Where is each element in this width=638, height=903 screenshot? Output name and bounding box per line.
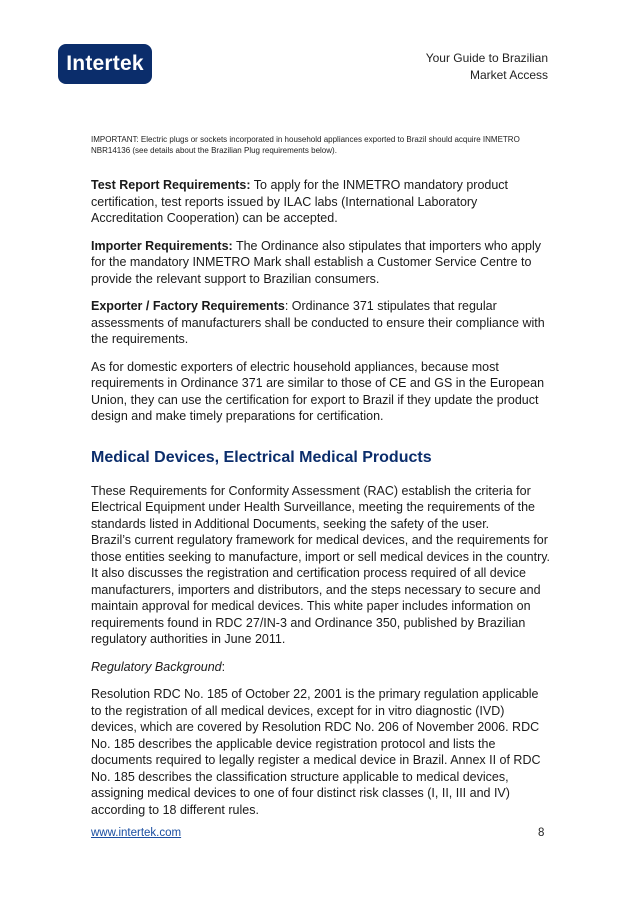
test-report-paragraph: [91, 177, 551, 227]
framework-paragraph: Brazil’s current regulatory framework for medical devices, and the requirements for those entities seeking to manufacture, import or sell medical devices in the country. It also discusses the registration and certification process required of all device manufacturers, importers and distributors, and the steps necessary to secure and maintain approval for medical devices. This white paper includes information on requirements found in RDC 27/IN-3 and Ordinance 350, published by Brazilian regulatory authorities in June 2011.: [91, 533, 551, 646]
regulatory-background-label: [91, 659, 551, 676]
page-number: 8: [538, 827, 545, 839]
logo-text: Intertek: [66, 52, 144, 75]
intertek-logo: [58, 44, 152, 84]
website-link[interactable]: www.intertek.com: [91, 827, 182, 839]
regulatory-background-colon: :: [221, 659, 226, 674]
domestic-exporters-paragraph: As for domestic exporters of electric household appliances, because most requirements in Ordinance 371 are similar to those of CE and GS in the European Union, they can use the certification for export to Brazil if they update the product design and make timely preparations for certification.: [91, 359, 545, 423]
guide-line-1: Your Guide to Brazilian: [425, 51, 548, 65]
header-guide-title: [426, 50, 548, 84]
important-note: IMPORTANT: Electric plugs or sockets incorporated in household appliances exported to Brazil should acquire INMETRO NBR14136 (see details about the Brazilian Plug requirements below).: [91, 135, 520, 155]
exporter-label: Exporter / Factory Requirements: [91, 299, 285, 313]
exporter-text: : Ordinance 371 stipulates that regular assessments of manufacturers shall be conducted to ensure their compliance with the requirements.: [91, 299, 545, 346]
test-report-label: Test Report Requirements:: [91, 178, 251, 192]
importer-label: Importer Requirements:: [91, 238, 233, 253]
rac-paragraph: These Requirements for Conformity Assessment (RAC) establish the criteria for Electrical Equipment under Health Surveillance, meeting the requirements of the standards listed in Additional Documents, seeking the safety of the user.: [91, 483, 535, 531]
resolution-paragraph: Resolution RDC No. 185 of October 22, 2001 is the primary regulation applicable to the registration of all medical devices, except for in vitro diagnostic (IVD) devices, which are covered by Resolution RDC No. 206 of November 2006. RDC No. 185 describes the applicable device registration protocol and lists the documents required to legally register a medical device in Brazil. Annex II of RDC No. 185 describes the classification structure applicable to medical devices, assigning medical devices to one of four distinct risk classes (I, II, III and IV) according to 18 different rules.: [91, 687, 541, 817]
test-report-text: To apply for the INMETRO mandatory product certification, test reports issued by ILAC labs (International Laboratory Accreditation Cooperation) can be accepted.: [91, 178, 509, 225]
page-content: [91, 134, 551, 829]
exporter-paragraph: [91, 298, 551, 348]
importer-text: The Ordinance also stipulates that importers who apply for the mandatory INMETRO Mark shall establish a Customer Service Centre to provide the relevant support to Brazilian consumers.: [91, 238, 541, 286]
medical-devices-heading: Medical Devices, Electrical Medical Products: [91, 448, 432, 466]
regulatory-background-italic: Regulatory Background: [91, 659, 222, 674]
guide-line-2: Market Access: [469, 68, 548, 82]
importer-paragraph: [91, 238, 551, 288]
